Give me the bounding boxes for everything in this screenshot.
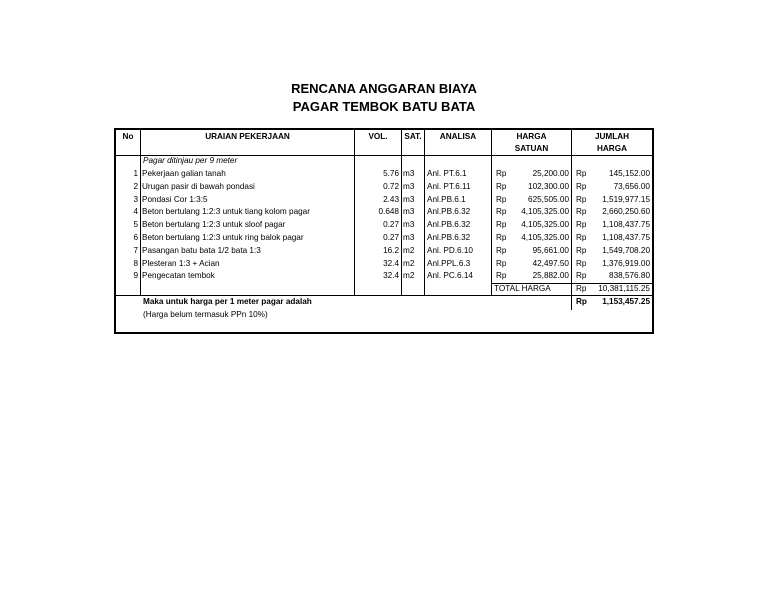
row-jumlah: 73,656.00 <box>613 181 650 191</box>
row-jumlah-currency: Rp <box>576 181 587 191</box>
row-no: 6 <box>133 233 138 242</box>
row-no: 8 <box>133 258 138 268</box>
row-sat: m3 <box>403 169 415 178</box>
row-harga: 4,105,325.00 <box>521 207 569 217</box>
row-jumlah-currency: Rp <box>576 233 587 242</box>
header-uraian: URAIAN PEKERJAAN <box>205 132 290 141</box>
row-harga: 25,200.00 <box>532 169 569 178</box>
row-no: 7 <box>133 245 138 255</box>
row-analisa: Anl.PB.6.32 <box>427 220 471 230</box>
row-jumlah-currency: Rp <box>576 194 587 204</box>
row-uraian: Beton bertulang 1:2:3 untuk sloof pagar <box>142 220 286 230</box>
row-uraian: Pasangan batu bata 1/2 bata 1:3 <box>142 245 261 255</box>
row-jumlah: 1,549,708.20 <box>602 245 650 255</box>
row-harga: 25,882.00 <box>532 271 569 281</box>
document-subtitle: PAGAR TEMBOK BATU BATA <box>292 99 476 114</box>
row-jumlah-currency: Rp <box>576 245 587 255</box>
row-jumlah-currency: Rp <box>576 220 587 230</box>
row-jumlah: 1,108,437.75 <box>602 233 650 242</box>
row-analisa: Anl. PT.6.11 <box>427 181 471 191</box>
header-sat: SAT. <box>404 132 422 141</box>
row-uraian: Pondasi Cor 1:3:5 <box>142 194 208 204</box>
row-harga: 95,661.00 <box>532 245 569 255</box>
row-harga-currency: Rp <box>496 271 507 281</box>
row-analisa: Anl. PC.6.14 <box>427 271 473 281</box>
row-no: 3 <box>133 194 138 204</box>
row-sat: m2 <box>403 271 415 281</box>
row-analisa: Anl. PT.6.1 <box>427 169 467 178</box>
row-harga-currency: Rp <box>496 207 507 217</box>
row-vol: 0.72 <box>383 181 399 191</box>
row-no: 9 <box>133 271 138 281</box>
row-harga-currency: Rp <box>496 181 507 191</box>
row-jumlah-currency: Rp <box>576 258 587 268</box>
row-harga-currency: Rp <box>496 233 507 242</box>
row-sat: m2 <box>403 258 415 268</box>
row-sat: m3 <box>403 194 415 204</box>
row-vol: 32.4 <box>383 271 399 281</box>
row-harga-currency: Rp <box>496 258 507 268</box>
row-no: 1 <box>133 169 138 178</box>
row-no: 4 <box>133 207 138 217</box>
row-harga: 42,497.50 <box>532 258 569 268</box>
row-jumlah-currency: Rp <box>576 271 587 281</box>
row-analisa: Anl.PB.6.32 <box>427 233 471 242</box>
row-harga-currency: Rp <box>496 169 507 178</box>
header-jumlah: JUMLAH <box>594 132 630 141</box>
ppn-note: (Harga belum termasuk PPn 10%) <box>143 310 268 319</box>
row-vol: 5.76 <box>383 169 399 178</box>
row-uraian: Beton bertulang 1:2:3 untuk ring balok pagar <box>142 233 304 242</box>
row-harga: 102,300.00 <box>528 181 569 191</box>
per-meter-value: 1,153,457.25 <box>602 297 650 306</box>
row-sat: m3 <box>403 220 415 230</box>
row-vol: 16.2 <box>383 245 399 255</box>
row-harga: 625,505.00 <box>528 194 569 204</box>
row-sat: m3 <box>403 233 415 242</box>
row-analisa: Anl.PB.6.1 <box>427 194 466 204</box>
row-jumlah: 1,376,919.00 <box>602 258 650 268</box>
cost-estimate-table <box>114 128 654 334</box>
row-sat: m3 <box>403 181 415 191</box>
row-jumlah-currency: Rp <box>576 169 587 178</box>
row-harga: 4,105,325.00 <box>521 233 569 242</box>
per-meter-label: Maka untuk harga per 1 meter pagar adalah <box>143 297 312 306</box>
row-vol: 32.4 <box>383 258 399 268</box>
header-jumlah-harga: HARGA <box>596 144 628 153</box>
row-vol: 2.43 <box>383 194 399 204</box>
row-no: 5 <box>133 220 138 230</box>
header-satuan: SATUAN <box>514 144 549 153</box>
total-currency: Rp <box>576 284 587 293</box>
header-harga: HARGA <box>516 132 547 141</box>
row-uraian: Pekerjaan galian tanah <box>142 169 226 178</box>
row-jumlah: 145,152.00 <box>609 169 650 178</box>
header-vol: VOL. <box>368 132 388 141</box>
row-uraian: Beton bertulang 1:2:3 untuk tiang kolom pagar <box>142 207 310 217</box>
row-sat: m3 <box>403 207 415 217</box>
row-analisa: Anl.PB.6.32 <box>427 207 471 217</box>
row-jumlah: 1,519,977.15 <box>602 194 650 204</box>
row-harga-currency: Rp <box>496 194 507 204</box>
document-title: RENCANA ANGGARAN BIAYA <box>291 81 477 96</box>
row-jumlah: 1,108,437.75 <box>602 220 650 230</box>
row-vol: 0.27 <box>383 233 399 242</box>
row-uraian: Plesteran 1:3 + Acian <box>142 258 220 268</box>
row-harga-currency: Rp <box>496 220 507 230</box>
row-vol: 0.648 <box>378 207 399 217</box>
total-value: 10,381,115.25 <box>598 284 650 293</box>
row-jumlah: 2,660,250.60 <box>602 207 650 217</box>
row-harga: 4,105,325.00 <box>521 220 569 230</box>
row-jumlah: 838,576.80 <box>609 271 650 281</box>
row-analisa: Anl.PPL.6.3 <box>427 258 471 268</box>
row-no: 2 <box>133 181 138 191</box>
row-vol: 0.27 <box>383 220 399 230</box>
total-label: TOTAL HARGA <box>494 284 551 293</box>
row-uraian: Urugan pasir di bawah pondasi <box>142 181 255 191</box>
per-meter-currency: Rp <box>576 297 587 306</box>
row-harga-currency: Rp <box>496 245 507 255</box>
row-analisa: Anl. PD.6.10 <box>427 245 473 255</box>
header-no: No <box>122 132 134 141</box>
row-jumlah-currency: Rp <box>576 207 587 217</box>
row-uraian: Pengecatan tembok <box>142 271 215 281</box>
scope-note: Pagar ditinjau per 9 meter <box>143 156 238 165</box>
row-sat: m2 <box>403 245 415 255</box>
header-analisa: ANALISA <box>439 132 477 141</box>
